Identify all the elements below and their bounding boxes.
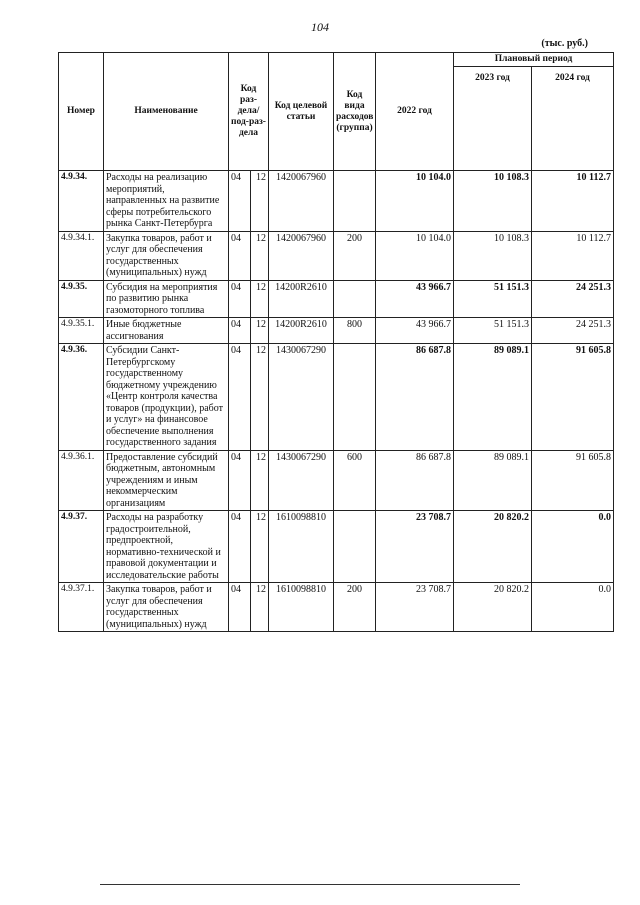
row-2023: 20 820.2	[454, 511, 532, 583]
row-2024: 0.0	[532, 511, 614, 583]
table-row	[59, 231, 614, 280]
row-target: 1430067290	[269, 450, 334, 511]
row-2024: 91 605.8	[532, 344, 614, 451]
header-name: Наименование	[104, 53, 229, 171]
row-2023: 89 089.1	[454, 450, 532, 511]
table-row	[59, 171, 614, 232]
row-number: 4.9.36.	[59, 344, 104, 451]
budget-table	[58, 52, 614, 632]
row-kind	[334, 511, 376, 583]
row-kind	[334, 171, 376, 232]
row-subsection: 12	[251, 511, 269, 583]
row-2024: 10 112.7	[532, 231, 614, 280]
table-row	[59, 583, 614, 632]
header-2024: 2024 год	[532, 67, 614, 171]
row-name: Расходы на реализацию мероприятий, направленных на развитие сферы потребительского рынка Санкт-Петербурга	[104, 171, 229, 232]
row-2023: 10 108.3	[454, 231, 532, 280]
row-2022: 10 104.0	[376, 171, 454, 232]
header-planned: Плановый период	[454, 53, 614, 67]
row-2024: 10 112.7	[532, 171, 614, 232]
row-target: 1610098810	[269, 583, 334, 632]
row-target: 1420067960	[269, 171, 334, 232]
row-2023: 51 151.3	[454, 318, 532, 344]
row-2022: 23 708.7	[376, 583, 454, 632]
table-row	[59, 344, 614, 451]
row-subsection: 12	[251, 583, 269, 632]
row-section: 04	[229, 511, 251, 583]
row-section: 04	[229, 280, 251, 318]
row-name: Закупка товаров, работ и услуг для обеспечения государственных (муниципальных) нужд	[104, 231, 229, 280]
row-2022: 10 104.0	[376, 231, 454, 280]
row-kind	[334, 344, 376, 451]
row-2024: 0.0	[532, 583, 614, 632]
header-kind: Код вида расходов (группа)	[334, 53, 376, 171]
row-2022: 23 708.7	[376, 511, 454, 583]
row-subsection: 12	[251, 231, 269, 280]
row-2022: 43 966.7	[376, 280, 454, 318]
table-row	[59, 511, 614, 583]
row-number: 4.9.36.1.	[59, 450, 104, 511]
row-section: 04	[229, 450, 251, 511]
row-name: Иные бюджетные ассигнования	[104, 318, 229, 344]
row-target: 14200R2610	[269, 318, 334, 344]
row-subsection: 12	[251, 450, 269, 511]
row-2024: 24 251.3	[532, 318, 614, 344]
header-2023: 2023 год	[454, 67, 532, 171]
row-2024: 91 605.8	[532, 450, 614, 511]
row-2024: 24 251.3	[532, 280, 614, 318]
header-section: Код раз-дела/ под-раз-дела	[229, 53, 269, 171]
row-2023: 20 820.2	[454, 583, 532, 632]
row-number: 4.9.35.1.	[59, 318, 104, 344]
row-2022: 86 687.8	[376, 450, 454, 511]
row-target: 14200R2610	[269, 280, 334, 318]
row-2022: 86 687.8	[376, 344, 454, 451]
row-subsection: 12	[251, 171, 269, 232]
row-subsection: 12	[251, 344, 269, 451]
row-kind: 800	[334, 318, 376, 344]
row-number: 4.9.34.1.	[59, 231, 104, 280]
row-name: Субсидии Санкт-Петербургскому государственному бюджетному учреждению «Центр контроля качества товаров (продукции), работ и услуг» на финансовое обеспечение выполнения государственного задания	[104, 344, 229, 451]
row-2022: 43 966.7	[376, 318, 454, 344]
row-kind: 200	[334, 231, 376, 280]
row-section: 04	[229, 344, 251, 451]
row-target: 1430067290	[269, 344, 334, 451]
row-2023: 89 089.1	[454, 344, 532, 451]
table-row	[59, 318, 614, 344]
row-target: 1420067960	[269, 231, 334, 280]
units-label: (тыс. руб.)	[541, 38, 588, 49]
row-target: 1610098810	[269, 511, 334, 583]
row-section: 04	[229, 318, 251, 344]
header-number: Номер	[59, 53, 104, 171]
page-number: 104	[311, 20, 329, 34]
row-section: 04	[229, 583, 251, 632]
row-kind: 200	[334, 583, 376, 632]
header-2022: 2022 год	[376, 53, 454, 171]
row-number: 4.9.37.	[59, 511, 104, 583]
row-name: Субсидия на мероприятия по развитию рынка газомоторного топлива	[104, 280, 229, 318]
table-row	[59, 450, 614, 511]
row-kind: 600	[334, 450, 376, 511]
row-number: 4.9.37.1.	[59, 583, 104, 632]
row-section: 04	[229, 231, 251, 280]
row-subsection: 12	[251, 280, 269, 318]
row-kind	[334, 280, 376, 318]
row-name: Предоставление субсидий бюджетным, автономным учреждениям и иным некоммерческим организациям	[104, 450, 229, 511]
row-number: 4.9.35.	[59, 280, 104, 318]
row-2023: 51 151.3	[454, 280, 532, 318]
table-row	[59, 280, 614, 318]
row-number: 4.9.34.	[59, 171, 104, 232]
header-target: Код целевой статьи	[269, 53, 334, 171]
row-2023: 10 108.3	[454, 171, 532, 232]
row-subsection: 12	[251, 318, 269, 344]
row-name: Расходы на разработку градостроительной, предпроектной, нормативно-технической и правовой документации и исследовательские работы	[104, 511, 229, 583]
footer-divider	[100, 884, 520, 885]
row-section: 04	[229, 171, 251, 232]
row-name: Закупка товаров, работ и услуг для обеспечения государственных (муниципальных) нужд	[104, 583, 229, 632]
